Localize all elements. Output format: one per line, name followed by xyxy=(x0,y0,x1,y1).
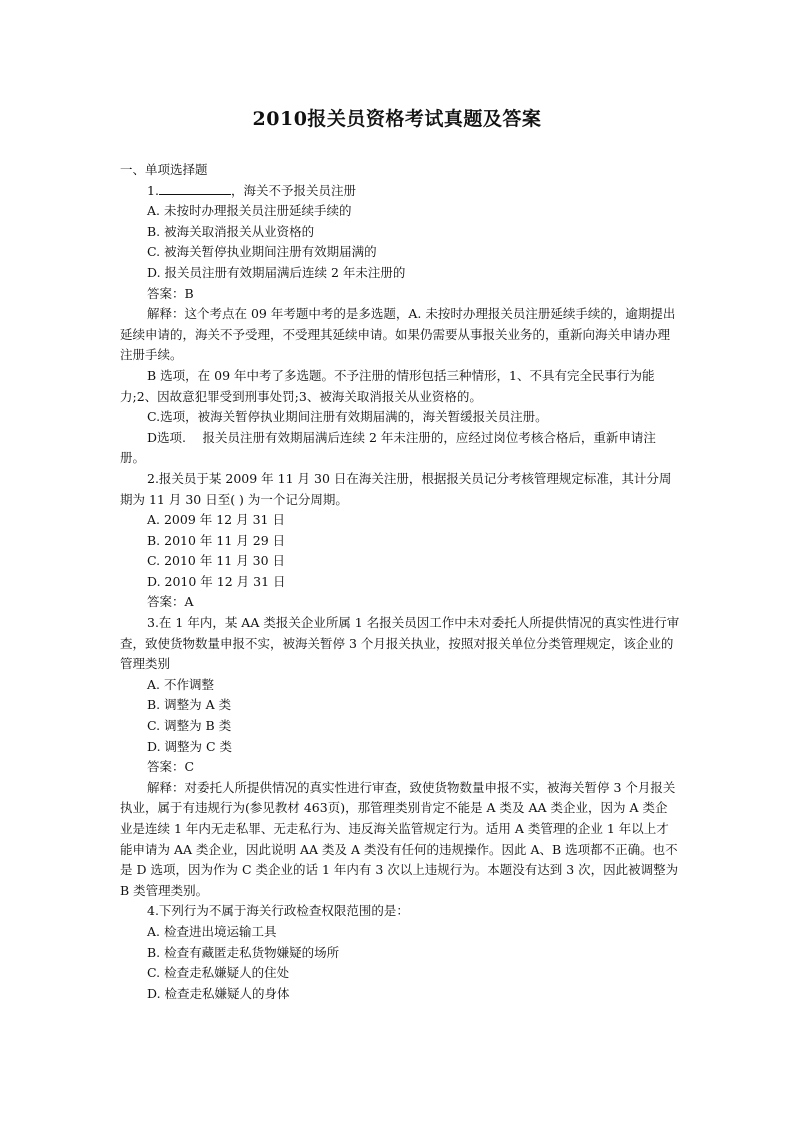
question-number: 1. xyxy=(147,182,159,198)
option: D. 2010 年 12 月 31 日 xyxy=(147,573,286,589)
explanation-paragraph: D选项. 报关员注册有效期届满后连续 2 年未注册的，应经过岗位考核合格后，重新申请注册。 xyxy=(120,429,656,466)
option: D. 检查走私嫌疑人的身体 xyxy=(147,985,290,1001)
answer: 答案：B xyxy=(147,285,194,301)
fill-blank xyxy=(159,182,231,195)
answer: 答案：C xyxy=(147,759,195,775)
answer: 答案：A xyxy=(147,594,194,610)
question-1-stem xyxy=(120,181,680,202)
option: B. 调整为 A 类 xyxy=(147,697,232,713)
option: C. 被海关暂停执业期间注册有效期届满的 xyxy=(147,244,377,260)
explanation-paragraph: B 选项，在 09 年中考了多选题。不予注册的情形包括三种情形，1、不具有完全民事行为能力;2、因故意犯罪受到刑事处罚;3、被海关取消报关从业资格的。 xyxy=(120,367,655,404)
document-body xyxy=(120,160,680,1004)
option: A. 检查进出境运输工具 xyxy=(147,923,277,939)
explanation-paragraph: C.选项，被海关暂停执业期间注册有效期届满的，海关暂缓报关员注册。 xyxy=(147,409,548,425)
option: C. 调整为 B 类 xyxy=(147,718,232,734)
question-text: ，海关不予报关员注册 xyxy=(230,182,356,198)
option: A. 不作调整 xyxy=(147,676,214,692)
explanation-paragraph: 解释：这个考点在 09 年考题中考的是多选题，A. 未按时办理报关员注册延续手续的，逾期提出延续申请的，海关不予受理，不受理其延续申请。如果仍需要从事报关业务的，重新向海关申请办理注册手续。 xyxy=(120,306,676,363)
option: A. 2009 年 12 月 31 日 xyxy=(147,512,285,528)
explanation-paragraph: 解释：对委托人所提供情况的真实性进行审查，致使货物数量申报不实，被海关暂停 3 个月报关执业，属于有违规行为(参见教材 463页)，那管理类别肯定不能是 A 类及 AA 类企业，因为 A 类企业是连续 1 年内无走私罪、无走私行为、违反海关监管规定行为。适用 A 类管理的企业 1 年以上才能申请为 AA 类企业，因此说明 AA 类及 A 类没有任何的违规操作。因此 A、B 选项都不正确。也不是 D 选项，因为作为 C 类企业的话 1 年内有 3 次以上违规行为。本题没有达到 3 次，因此被调整为 B 类管理类别。 xyxy=(120,779,679,898)
page-title: 2010报关员资格考试真题及答案 xyxy=(252,108,542,130)
option: A. 未按时办理报关员注册延续手续的 xyxy=(147,203,352,219)
option: C. 检查走私嫌疑人的住处 xyxy=(147,965,290,981)
question-2-stem: 2.报关员于某 2009 年 11 月 30 日在海关注册，根据报关员记分考核管理规定标准，其计分周期为 11 月 30 日至( ) 为一个记分周期。 xyxy=(120,470,672,507)
option: B. 检查有藏匿走私货物嫌疑的场所 xyxy=(147,944,340,960)
option: B. 被海关取消报关从业资格的 xyxy=(147,223,315,239)
option: D. 报关员注册有效期届满后连续 2 年未注册的 xyxy=(147,264,406,280)
question-4-stem: 4.下列行为不属于海关行政检查权限范围的是： xyxy=(147,903,409,919)
option: B. 2010 年 11 月 29 日 xyxy=(147,532,286,548)
option: D. 调整为 C 类 xyxy=(147,738,233,754)
option: C. 2010 年 11 月 30 日 xyxy=(147,553,286,569)
question-3-stem: 3.在 1 年内，某 AA 类报关企业所属 1 名报关员因工作中未对委托人所提供情况的真实性进行审查，致使货物数量申报不实，被海关暂停 3 个月报关执业，按照对报关单位分类管理规定，该企业的管理类别 xyxy=(120,615,680,672)
section-heading: 一、单项选择题 xyxy=(120,162,208,177)
